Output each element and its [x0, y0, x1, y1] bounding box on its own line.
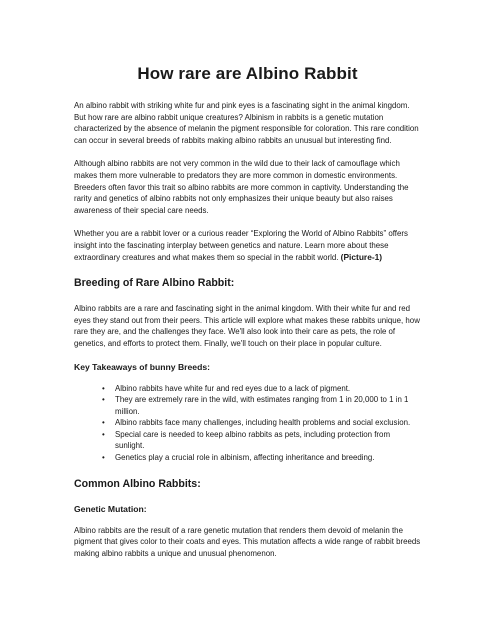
genetic-mutation-paragraph: Albino rabbits are the result of a rare genetic mutation that renders them devoid of melanin the pigment that gives color to their coats and eyes. This mutation affects a wide range of rabbit breeds making albino rabbits a unique and unusual phenomenon. [74, 525, 421, 558]
list-item-text: Albino rabbits face many challenges, including health problems and social exclusion. [115, 418, 411, 428]
subheading-genetic-mutation: Genetic Mutation: [74, 503, 147, 514]
bullet-icon: • [102, 429, 105, 439]
picture-reference: (Picture-1) [340, 251, 383, 262]
intro-paragraph-1: An albino rabbit with striking white fur and pink eyes is a fascinating sight in the animal kingdom. But how rare are albino rabbit unique creatures? Albinism in rabbits is a genetic mutation characterized by the absence of melanin the pigment responsible for coloration. This rare condition can occur in several breeds of rabbits making albino rabbits an unusual but interesting find. [74, 101, 419, 145]
bullet-icon: • [102, 453, 105, 463]
takeaways-list [74, 383, 421, 464]
intro-paragraph-3-text: Whether you are a rabbit lover or a curious reader “Exploring the World of Albino Rabbits” offers insight into the fascinating interplay between genetics and nature. Learn more about these extraordinary creatures and what makes them so special in the rabbit world. [74, 229, 408, 262]
list-item-text: Albino rabbits have white fur and red eyes due to a lack of pigment. [115, 383, 351, 393]
intro-paragraph-2: Although albino rabbits are not very common in the wild due to their lack of camouflage which makes them more vulnerable to predators they are more common in domestic environments. Breeders often favor this trait so albino rabbits are more common in captivity. Understanding the rarity and genetics of albino rabbits not only emphasizes their unique beauty but also raises awareness of their special care needs. [74, 159, 409, 215]
section-heading-breeding: Breeding of Rare Albino Rabbit: [74, 277, 235, 290]
page-title: How rare are Albino Rabbit [137, 64, 358, 83]
list-item-text: Special care is needed to keep albino rabbits as pets, including protection from sunlight. [115, 429, 391, 451]
bullet-icon: • [102, 395, 105, 405]
list-item [102, 394, 421, 417]
breeding-paragraph: Albino rabbits are a rare and fascinating sight in the animal kingdom. With their white fur and red eyes they stand out from their peers. This article will explore what makes these rabbits unique, how rare they are, and the challenges they face. We'll also look into their care as pets, the role of genetics, and efforts to protect them. Finally, we'll touch on their place in popular culture. [74, 304, 420, 348]
list-item-text: They are extremely rare in the wild, with estimates ranging from 1 in 20,000 to 1 in 1 million. [115, 395, 409, 416]
list-item [102, 417, 421, 429]
list-item [102, 383, 421, 395]
list-item [102, 452, 421, 464]
intro-paragraph-3 [74, 228, 421, 263]
list-item-text: Genetics play a crucial role in albinism, affecting inheritance and breeding. [115, 453, 375, 463]
bullet-icon: • [102, 383, 105, 393]
list-item [102, 429, 421, 452]
bullet-icon: • [102, 418, 105, 428]
section-heading-common: Common Albino Rabbits: [74, 477, 201, 490]
subheading-key-takeaways: Key Takeaways of bunny Breeds: [74, 361, 210, 372]
